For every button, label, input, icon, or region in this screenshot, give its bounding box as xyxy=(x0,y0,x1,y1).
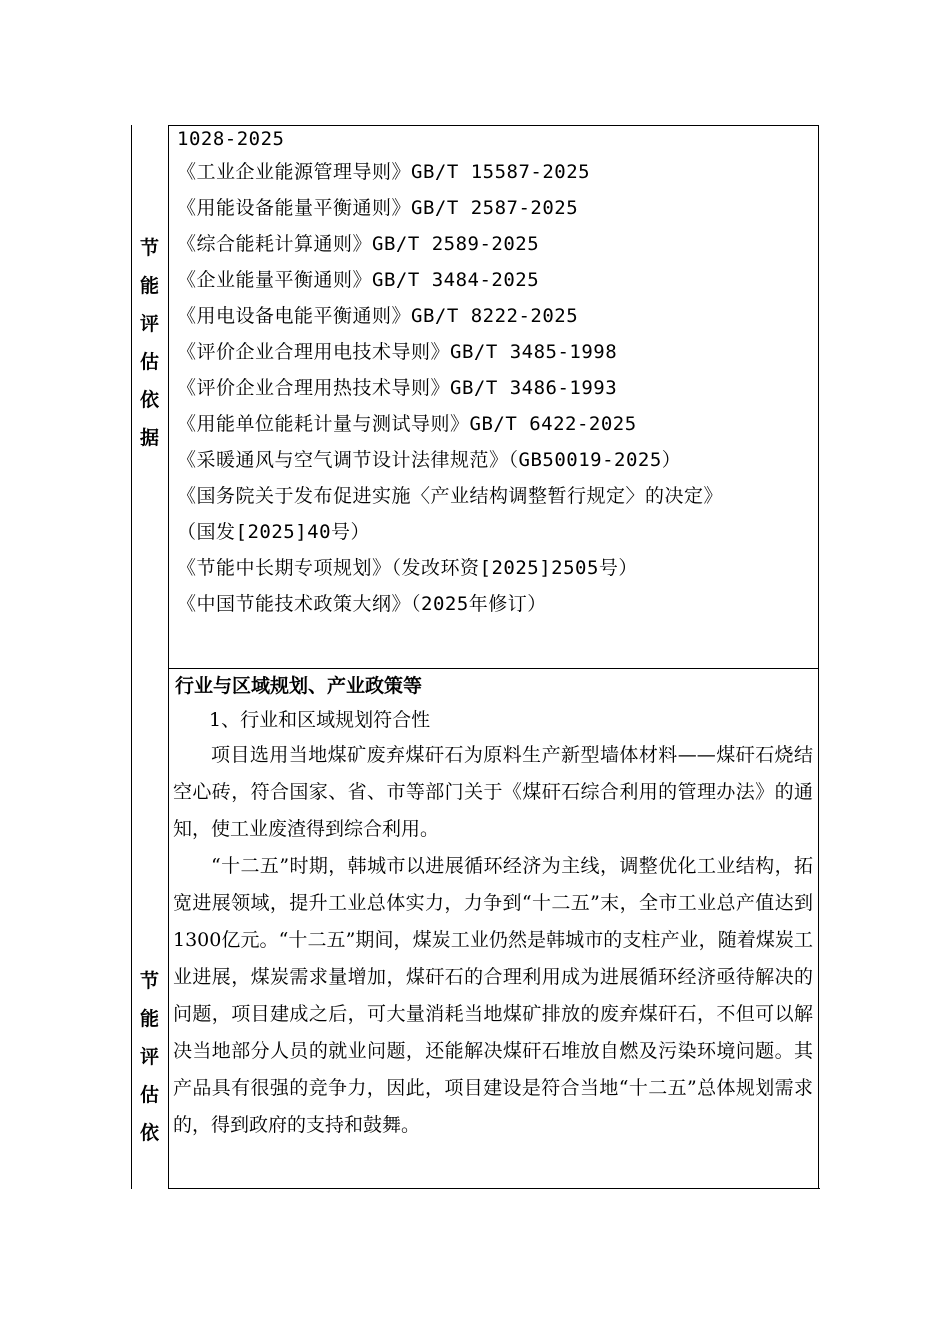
row-label-vertical xyxy=(131,229,168,457)
reference-list xyxy=(177,126,723,622)
label-char: 估 xyxy=(139,1084,159,1106)
label-char: 能 xyxy=(139,1008,159,1030)
label-char: 节 xyxy=(139,237,159,259)
basis-row xyxy=(131,125,820,668)
references-cell xyxy=(168,125,819,668)
label-char: 据 xyxy=(139,427,159,449)
label-char: 评 xyxy=(139,313,159,335)
policy-content-cell xyxy=(168,668,819,1189)
reference-item: 《企业能量平衡通则》GB/T 3484-2025 xyxy=(177,269,540,291)
table-bottom-border xyxy=(168,1188,820,1189)
label-char: 能 xyxy=(139,275,159,297)
section-title: 行业与区域规划、产业政策等 xyxy=(175,675,423,697)
reference-item: （国发[2025]40号） xyxy=(177,521,371,543)
reference-item: 《评价企业合理用电技术导则》GB/T 3485-1998 xyxy=(177,341,618,363)
reference-item: 《综合能耗计算通则》GB/T 2589-2025 xyxy=(177,233,540,255)
reference-item: 《用电设备电能平衡通则》GB/T 8222-2025 xyxy=(177,305,579,327)
reference-item: 1028-2025 xyxy=(177,128,285,150)
label-char: 依 xyxy=(139,389,159,411)
paragraph: 项目选用当地煤矿废弃煤矸石为原料生产新型墙体材料——煤矸石烧结空心砖，符合国家、省、市等部门关于《煤矸石综合利用的管理办法》的通知，使工业废渣得到综合利用。 xyxy=(173,744,813,840)
reference-item: 《采暖通风与空气调节设计法律规范》（GB50019-2025） xyxy=(177,449,682,471)
reference-item: 《工业企业能源管理导则》GB/T 15587-2025 xyxy=(177,161,591,183)
paragraph: “十二五”时期，韩城市以进展循环经济为主线，调整优化工业结构，拓宽进展领域，提升工业总体实力，力争到“十二五”末，全市工业总产值达到1300亿元。“十二五”期间，煤炭工业仍然是韩城市的支柱产业，随着煤炭工业进展，煤炭需求量增加，煤矸石的合理利用成为进展循环经济亟待解决的问题，项目建成之后，可大量消耗当地煤矿排放的废弃煤矸石，不但可以解决当地部分人员的就业问题，还能解决煤矸石堆放自燃及污染环境问题。其产品具有很强的竞争力，因此，项目建设是符合当地“十二五”总体规划需求的，得到政府的支持和鼓舞。 xyxy=(173,855,813,1136)
label-char: 评 xyxy=(139,1046,159,1068)
reference-item: 《中国节能技术政策大纲》（2025年修订） xyxy=(177,593,547,615)
row-label-cell xyxy=(131,125,168,668)
reference-item: 《用能单位能耗计量与测试导则》GB/T 6422-2025 xyxy=(177,413,637,435)
reference-item: 《评价企业合理用热技术导则》GB/T 3486-1993 xyxy=(177,377,618,399)
label-char: 节 xyxy=(139,970,159,992)
reference-item: 《节能中长期专项规划》（发改环资[2025]2505号） xyxy=(177,557,638,579)
row-label-cell xyxy=(131,668,168,1189)
label-char: 估 xyxy=(139,351,159,373)
label-char: 依 xyxy=(139,1122,159,1144)
policy-row xyxy=(131,668,820,1189)
reference-item: 《用能设备能量平衡通则》GB/T 2587-2025 xyxy=(177,197,579,219)
subheading: 1、行业和区域规划符合性 xyxy=(209,709,431,731)
reference-item: 《国务院关于发布促进实施〈产业结构调整暂行规定〉的决定》 xyxy=(177,485,724,507)
row-label-vertical xyxy=(131,962,168,1152)
